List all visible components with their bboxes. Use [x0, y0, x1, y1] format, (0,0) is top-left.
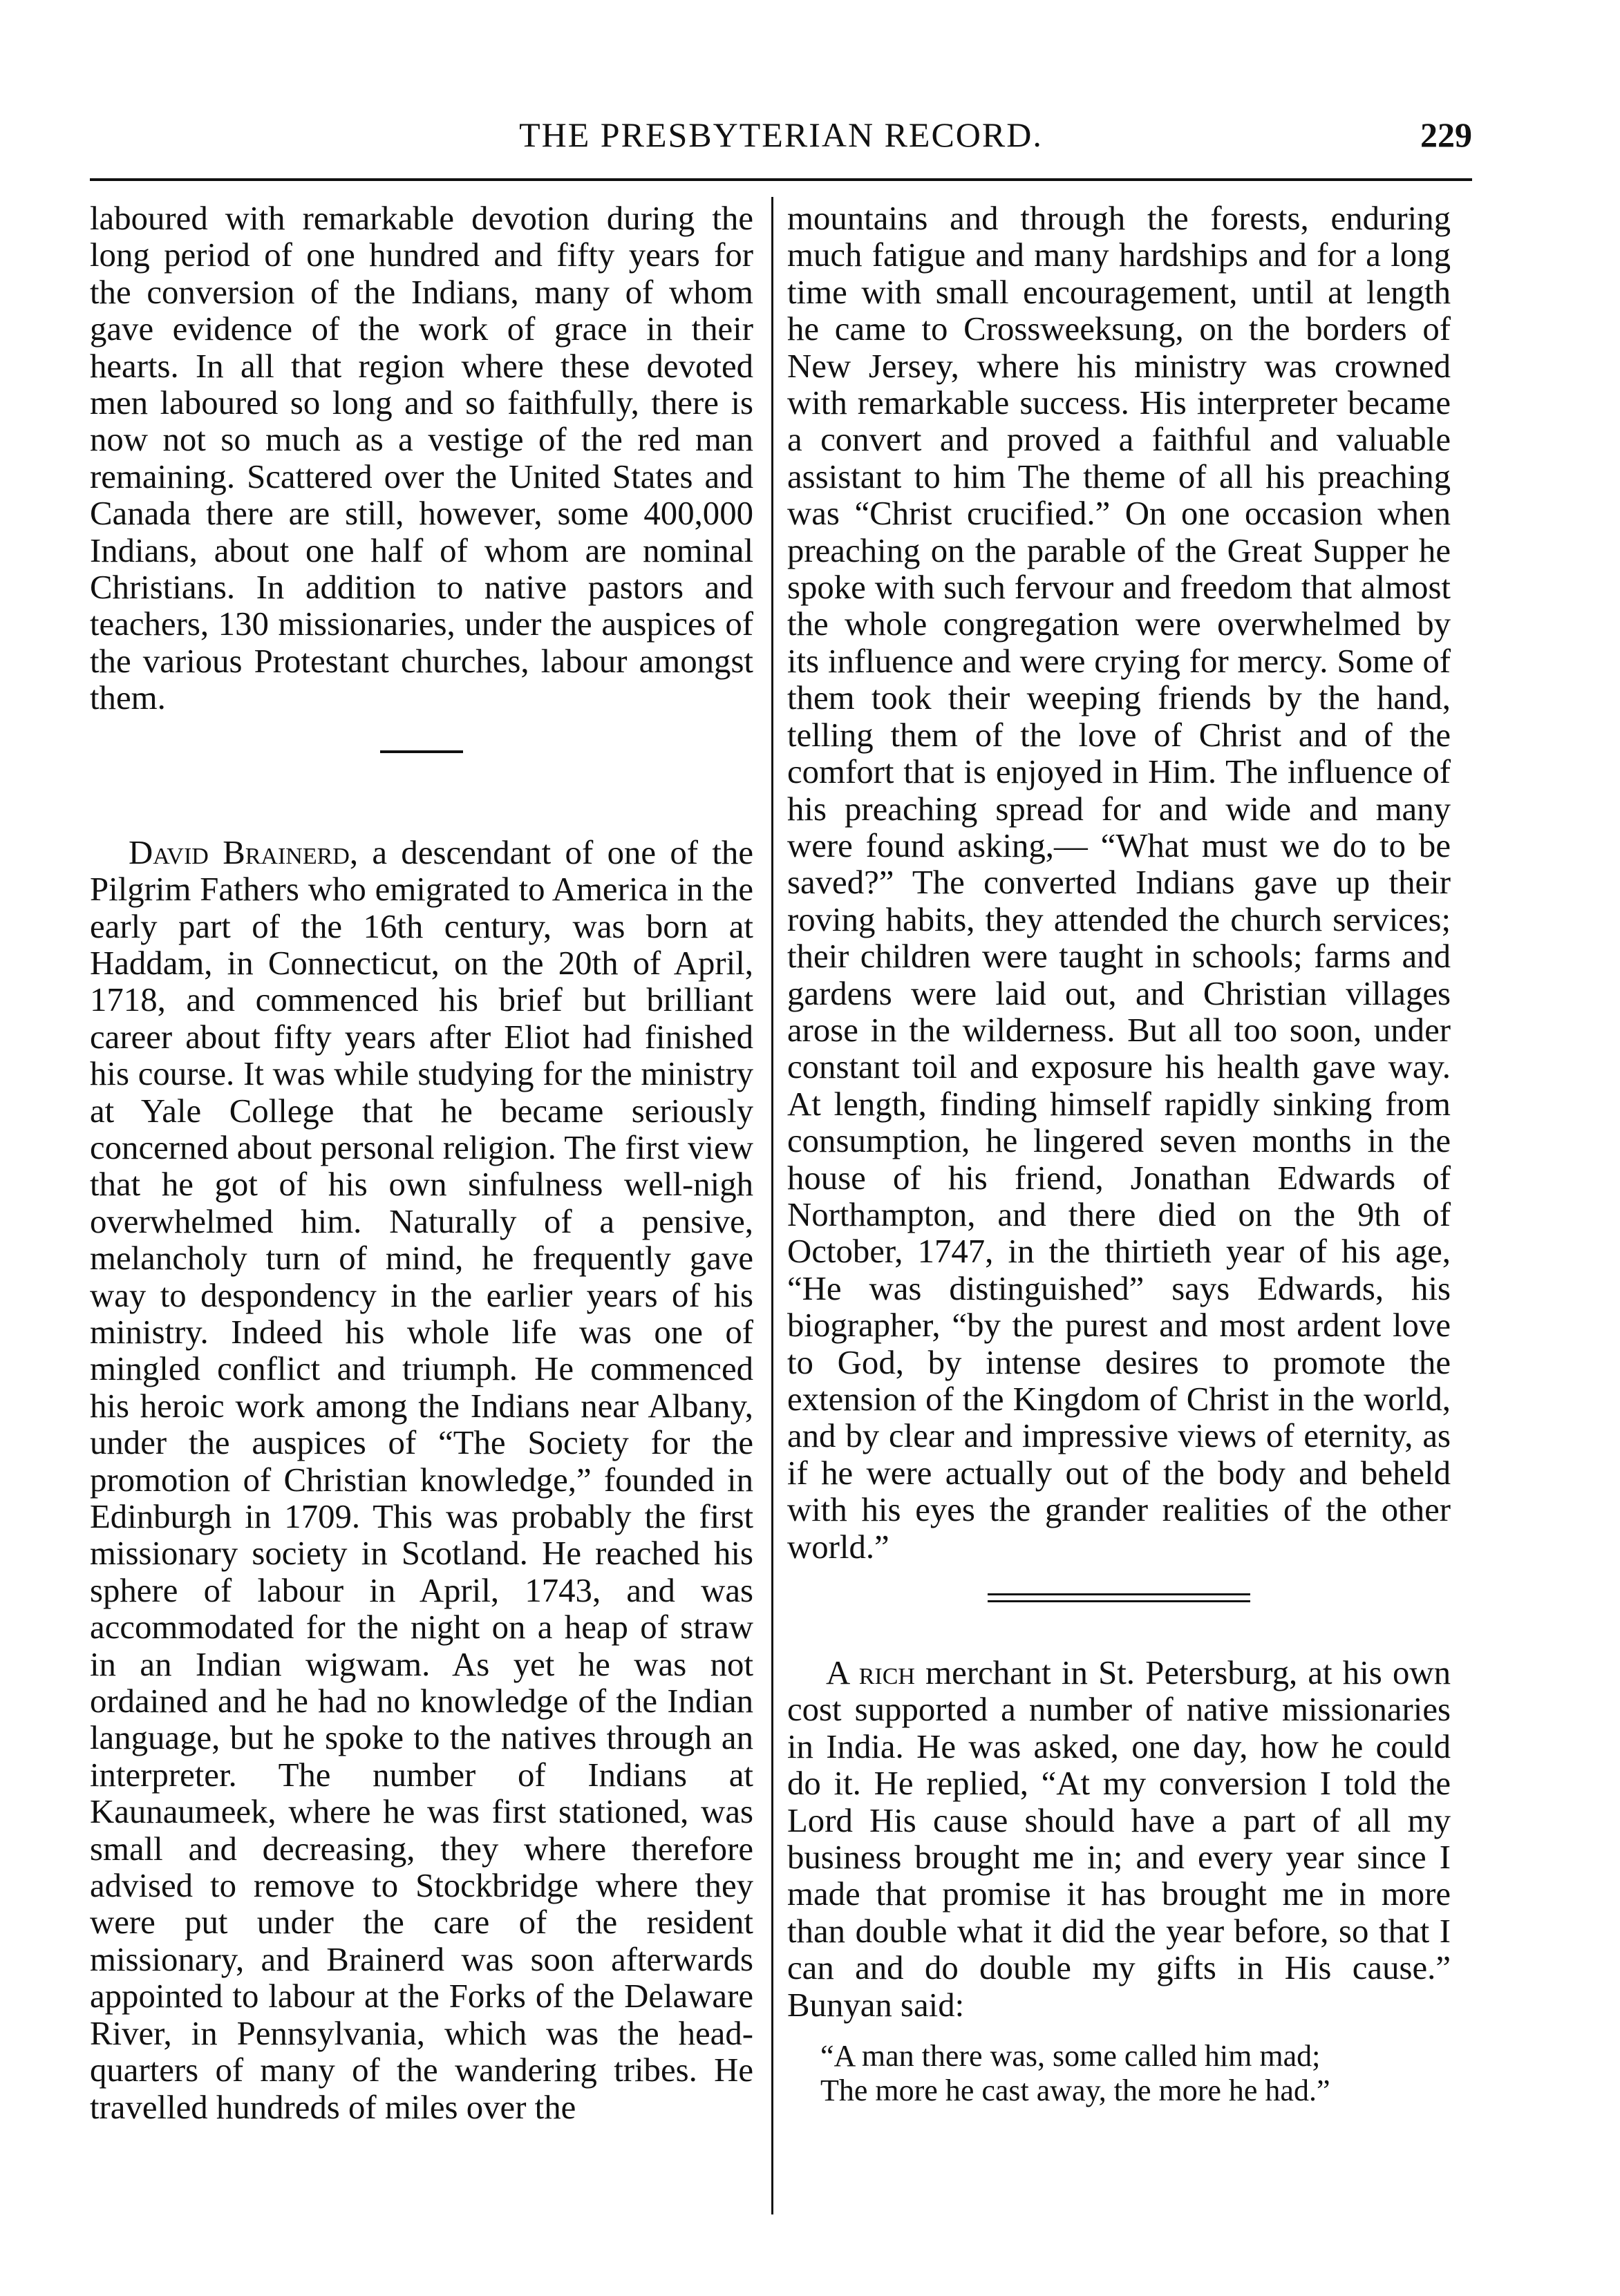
running-title: THE PRESBYTERIAN RECORD. [519, 115, 1043, 154]
left-column [90, 200, 753, 2126]
right-paragraph-1: mountains and through the forests, enduring much fatigue and many hardships and for a long time with small encouragement, until at length he came to Crossweeksung, on the borders of New Jersey, where his ministry was crowned with remarkable success. His interpreter became a convert and proved a faithful and valuable assistant to him The theme of all his preaching was “Christ crucified.” On one occasion when preaching on the parable of the Great Supper he spoke with such fervour and freedom that almost the whole congregation were overwhelmed by its influence and were crying for mercy. Some of them took their weeping friends by the hand, telling them of the love of Christ and of the comfort that is enjoyed in Him. The influence of his preaching spread for and wide and many were found asking,— “What must we do to be saved?” The converted Indians gave up their roving habits, they attended the church services; their children were taught in schools; farms and gardens were laid out, and Christian villages arose in the wilderness. But all too soon, under constant toil and exposure his health gave way. At length, finding himself rapidly sinking from consumption, he lingered seven months in the house of his friend, Jonathan Edwards of Northampton, and there died on the 9th of October, 1747, in the thirtieth year of his age, “He was distinguished” says Edwards, his biographer, “by the purest and most ardent love to God, by intense desires to promote the extension of the Kingdom of Christ in the world, and by clear and impressive views of eternity, as if he were actually out of the body and beheld with his eyes the grander realities of the other world.” [787, 200, 1451, 1566]
verse-line-2: The more he cast away, the more he had.” [820, 2074, 1330, 2108]
right-paragraph-2 [787, 1655, 1451, 2024]
page-header [90, 111, 1472, 166]
right-column [787, 200, 1451, 2108]
left-paragraph-1: laboured with remarkable devotion during the long period of one hundred and fifty years for the conversion of the Indians, many of whom gave evidence of the work of grace in their hearts. In all that region where these devoted men laboured so long and so faithfully, there is now not so much as a vestige of the red man remaining. Scattered over the United States and Canada there are still, however, some 400,000 Indians, about one half of whom are nominal Christians. In addition to native pastors and teachers, 130 missionaries, under the auspices of the various Protestant churches, labour amongst them. [90, 200, 753, 717]
left-paragraph-2 [90, 835, 753, 2126]
paragraph-body: a descendant of one of the Pilgrim Fathers who emigrated to America in the early part of the 16th century, was born at Haddam, in Connecticut, on the 20th of April, 1718, and commenced his brief but brilliant career about fifty years after Eliot had finished his course. It was while studying for the ministry at Yale College that he became seriously concerned about personal religion. The first view that he got of his own sinfulness well-nigh overwhelmed him. Naturally of a pensive, melancholy turn of mind, he frequently gave way to despondency in the earlier years of his ministry. Indeed his whole life was one of mingled conflict and triumph. He commenced his heroic work among the Indians near Albany, under the auspices of “The Society for the promotion of Christian knowledge,” founded in Edinburgh in 1709. This was probably the first missionary society in Scotland. He reached his sphere of labour in April, 1743, and was accommodated for the night on a heap of straw in an Indian wigwam. As yet he was not ordained and he had no knowledge of the Indian language, but he spoke to the natives through an interpreter. The number of Indians at Kaunaumeek, where he was first stationed, was small and decreasing, they where therefore advised to remove to Stockbridge where they were put under the care of the resident missionary, and Brainerd was soon afterwards appointed to labour at the Forks of the Delaware River, in Pennsylvania, which was the head-quarters of many of the wandering tribes. He travelled hundreds of miles over the [90, 833, 753, 2126]
verse-line-1: “A man there was, some called him mad; [820, 2039, 1321, 2074]
header-rule [90, 178, 1472, 181]
column-divider [771, 197, 773, 2214]
paragraph-body: merchant in St. Petersburg, at his own cost supported a number of native missionaries in India. He was asked, one day, how he could do it. He replied, “At my conversion I told the Lord His cause should have a part of all my business brought me in; and every year since I made that promise it has brought me in more than double what it did the year before, so that I can and do double my gifts in His cause.” Bunyan said: [787, 1654, 1451, 2024]
page-number: 229 [1420, 115, 1472, 154]
section-separator [380, 750, 463, 753]
paragraph-lead: A rich [826, 1654, 915, 1692]
paragraph-lead: David Brainerd, [129, 833, 359, 871]
quoted-verse [787, 2039, 1451, 2108]
double-rule-separator [988, 1593, 1250, 1602]
